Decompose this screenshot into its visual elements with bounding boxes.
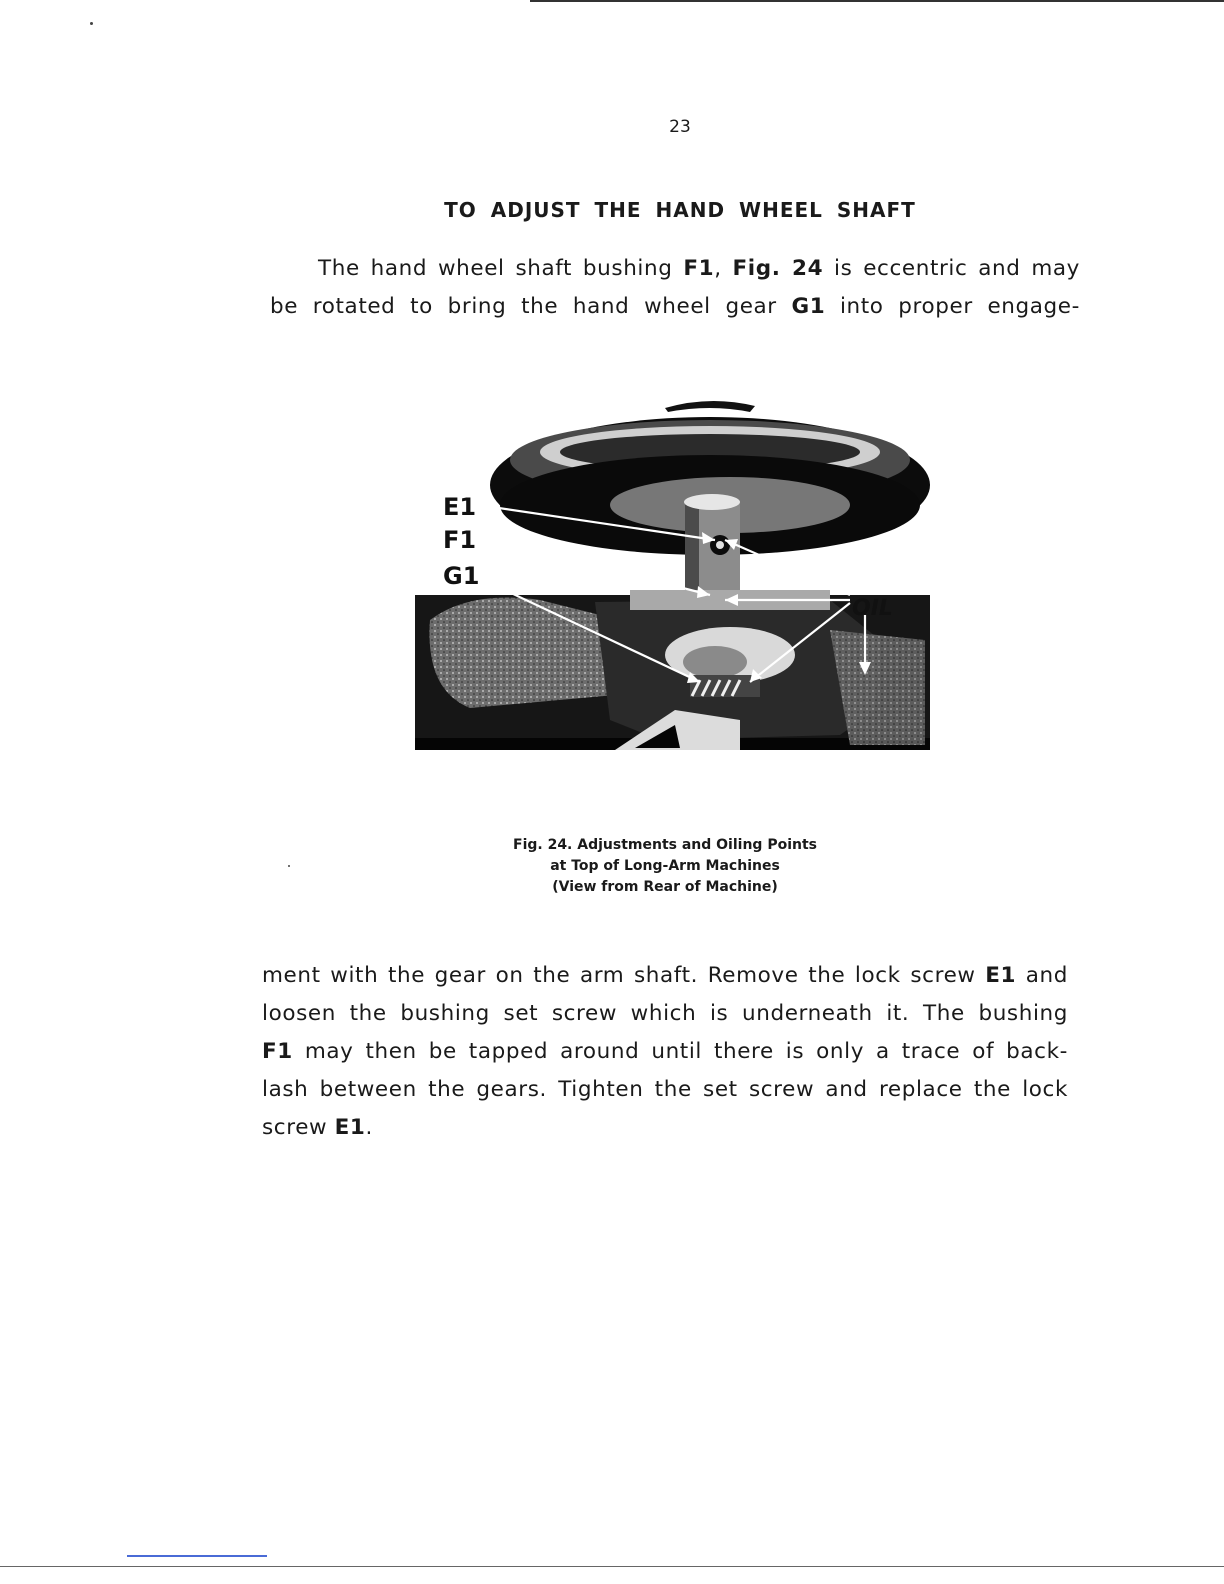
text-line: loosen the bushing set screw which is underneath it. The bushing <box>262 1001 1068 1026</box>
section-heading: TO ADJUST THE HAND WHEEL SHAFT <box>444 198 916 222</box>
bottom-scan-line <box>0 1566 1224 1567</box>
intro-paragraph <box>270 250 1080 326</box>
caption-line: Fig. 24. Adjustments and Oiling Points <box>513 837 817 853</box>
caption-line: at Top of Long-Arm Machines <box>550 858 780 874</box>
label-f1: F1 <box>443 526 477 554</box>
top-scan-line <box>530 0 1224 2</box>
text-line: ment with the gear on the arm shaft. Remove the lock screw E1 and <box>262 963 1068 988</box>
text-line: be rotated to bring the hand wheel gear G1 into proper engage- <box>270 294 1080 319</box>
label-oil: OIL <box>852 596 893 621</box>
text-line: screw E1. <box>262 1115 373 1140</box>
hand-wheel-photo <box>410 390 935 760</box>
scan-edge-mark <box>127 1555 267 1557</box>
caption-line: (View from Rear of Machine) <box>552 879 778 895</box>
figure-caption <box>0 835 1224 898</box>
label-e1: E1 <box>443 493 477 521</box>
text-line: F1 may then be tapped around until there is only a trace of back- <box>262 1039 1068 1064</box>
text-line: lash between the gears. Tighten the set screw and replace the lock <box>262 1077 1068 1102</box>
text-line: The hand wheel shaft bushing F1, Fig. 24 is eccentric and may <box>318 256 1081 281</box>
page-number: 23 <box>669 117 691 137</box>
instructions-paragraph <box>262 957 1068 1147</box>
hand-wheel-photo-figure <box>410 390 935 760</box>
label-g1: G1 <box>443 562 480 590</box>
scan-speck <box>90 22 93 25</box>
